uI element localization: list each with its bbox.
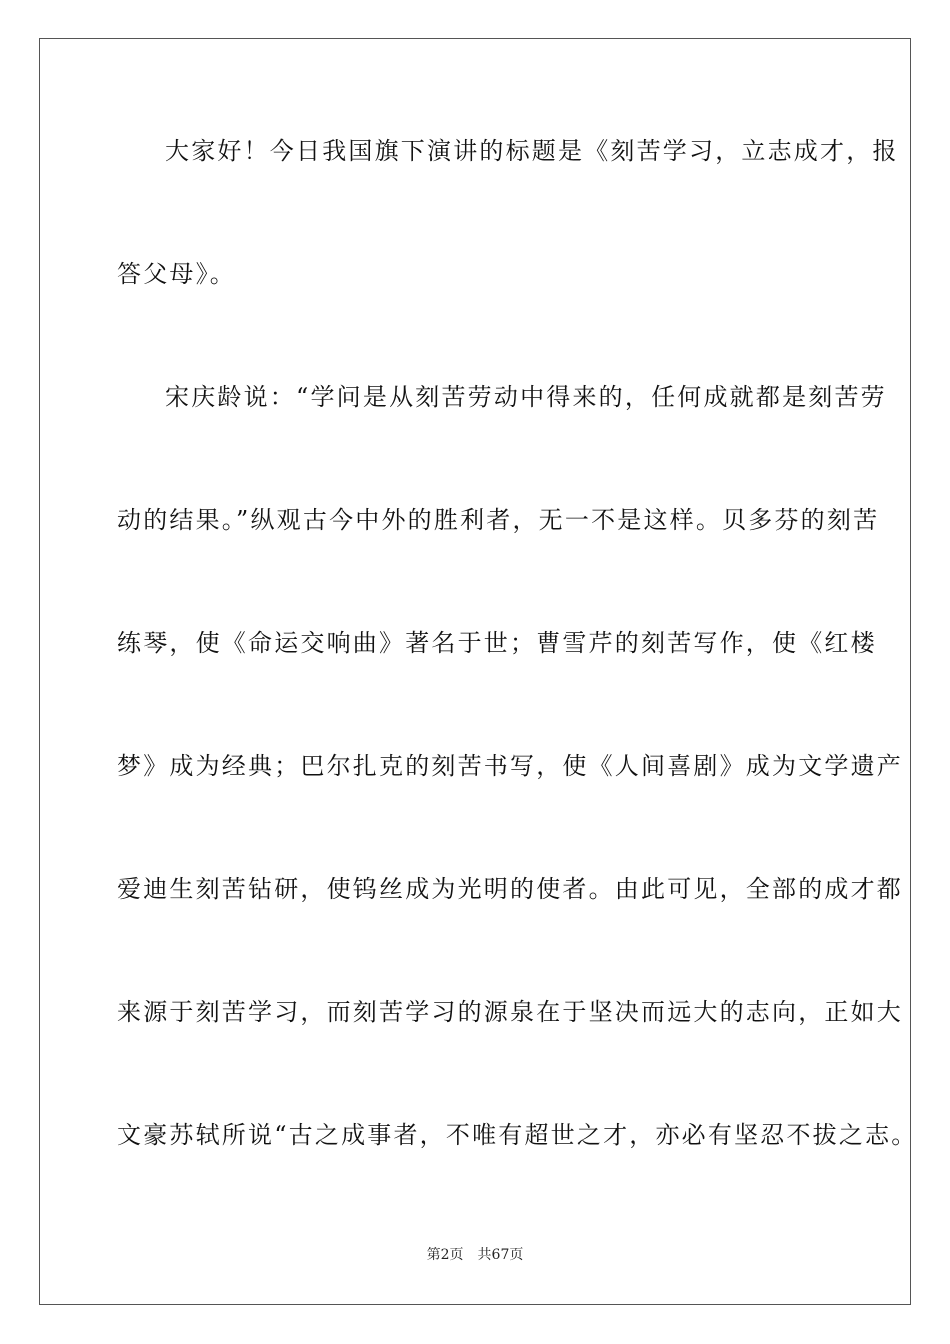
text-line: 动的结果。”纵观古今中外的胜利者，无一不是这样。贝多芬的刻苦	[117, 506, 880, 534]
text-line: 练琴，使《命运交响曲》著名于世；曹雪芹的刻苦写作，使《红楼	[117, 629, 877, 657]
page-border	[39, 38, 918, 1305]
page-footer	[0, 1246, 950, 1264]
text-line: 大家好！今日我国旗下演讲的标题是《刻苦学习，立志成才，报	[165, 137, 899, 165]
text-line: 宋庆龄说：“学问是从刻苦劳动中得来的，任何成就都是刻苦劳	[165, 383, 887, 411]
text-line: 爱迪生刻苦钻研，使钨丝成为光明的使者。由此可见，全部的成才都	[117, 875, 903, 903]
text-line: 梦》成为经典；巴尔扎克的刻苦书写，使《人间喜剧》成为文学遗产	[117, 752, 903, 780]
page-total: 共67页	[477, 1247, 524, 1263]
text-line: 来源于刻苦学习，而刻苦学习的源泉在于坚决而远大的志向，正如大	[117, 998, 903, 1026]
text-line: 文豪苏轼所说“古之成事者，不唯有超世之才，亦必有坚忍不拔之志。	[117, 1121, 918, 1149]
text-line: 答父母》。	[117, 260, 236, 288]
page-number: 第2页	[426, 1247, 464, 1263]
